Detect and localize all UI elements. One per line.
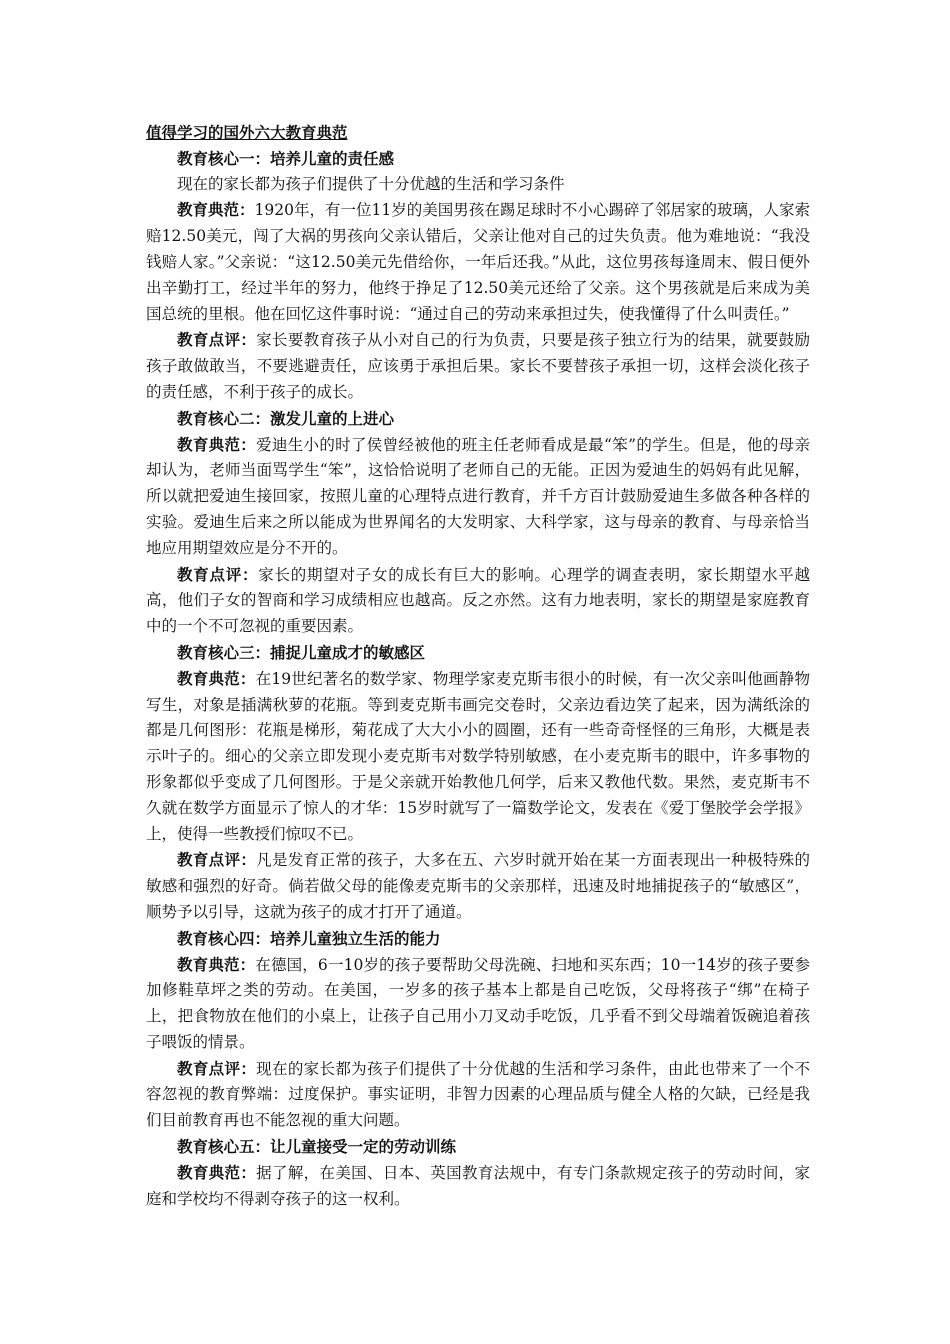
document-title: 值得学习的国外六大教育典范 (146, 123, 348, 142)
example-label: 教育典范： (177, 434, 257, 454)
comment-label: 教育点评： (177, 330, 257, 350)
comment-label: 教育点评： (177, 564, 259, 584)
comment-text: 现在的家长都为孩子们提供了十分优越的生活和学习条件，由此也带来了一个不容忽视的教育弊端：过度保护。事实证明，非智力因素的心理品质与健全人格的欠缺，已经是我们目前教育再也不能忽视的重大问题。 (146, 1059, 810, 1130)
section-example (146, 666, 810, 848)
example-label: 教育典范： (177, 1162, 257, 1182)
comment-label: 教育点评： (177, 1058, 257, 1078)
example-text: 在19世纪著名的数学家、物理学家麦克斯韦很小的时候，有一次父亲叫他画静物写生，对象是插满秋萝的花瓶。等到麦克斯韦画完交卷时，父亲边看边笑了起来，因为满纸涂的都是几何图形：花瓶是梯形，菊花成了大大小小的圆圈，还有一些奇奇怪怪的三角形，大概是表示叶子的。细心的父亲立即发现小麦克斯韦对数学特别敏感，在小麦克斯韦的眼中，许多事物的形象都似乎变成了几何图形。于是父亲就开始教他几何学，后来又教他代数。果然，麦克斯韦不久就在数学方面显示了惊人的才华：15岁时就写了一篇数学论文，发表在《爱丁堡胶学会学报》上，使得一些教授们惊叹不已。 (146, 669, 810, 843)
comment-text: 家长要教育孩子从小对自己的行为负责，只要是孩子独立行为的结果，就要鼓励孩子敢做敢当，不要逃避责任，应该勇于承担后果。家长不要替孩子承担一切，这样会淡化孩子的责任感，不利于孩子的成长。 (146, 331, 810, 401)
comment-label: 教育点评： (177, 850, 257, 870)
document-page (146, 120, 810, 1212)
example-label: 教育典范： (177, 954, 256, 974)
comment-text: 凡是发育正常的孩子，大多在五、六岁时就开始在某一方面表现出一种极特殊的敏感和强烈的好奇。倘若做父母的能像麦克斯韦的父亲那样，迅速及时地捕捉孩子的“敏感区”，顺势予以引导，这就为孩子的成才打开了通道。 (146, 851, 810, 921)
example-text: 在德国，6一10岁的孩子要帮助父母洗碗、扫地和买东西；10一14岁的孩子要参加修鞋草坪之类的劳动。在美国，一岁多的孩子基本上都是自己吃饭，父母将孩子“绑”在椅子上，把食物放在他们的小桌上，让孩子自己用小刀叉动手吃饭，几乎看不到父母端着饭碗追着孩子喂饭的情景。 (146, 955, 810, 1051)
example-text: 据了解，在美国、日本、英国教育法规中，有专门条款规定孩子的劳动时间，家庭和学校均不得剥夺孩子的这一权利。 (146, 1163, 810, 1208)
section-intro: 现在的家长都为孩子们提供了十分优越的生活和学习条件 (177, 174, 565, 193)
comment-text: 家长的期望对子女的成长有巨大的影响。心理学的调查表明，家长期望水平越高，他们子女的智商和学习成绩相应也越高。反之亦然。这有力地表明，家长的期望是家庭教育中的一个不可忽视的重要因素。 (146, 565, 810, 636)
section-comment (146, 1056, 810, 1134)
section-heading: 教育核心一：培养儿童的责任感 (177, 148, 395, 168)
section-heading: 教育核心二：激发儿童的上进心 (177, 408, 395, 428)
section-heading: 教育核心五：让儿童接受一定的劳动训练 (177, 1137, 457, 1157)
example-label: 教育典范： (177, 200, 255, 220)
section-example (146, 432, 810, 562)
section-example (146, 1160, 810, 1213)
section-heading: 教育核心三：捕捉儿童成才的敏感区 (177, 642, 426, 662)
section-comment (146, 562, 810, 640)
example-label: 教育典范： (177, 668, 256, 688)
section-example (146, 197, 810, 327)
example-text: 爱迪生小的时了侯曾经被他的班主任老师看成是最“笨”的学生。但是，他的母亲却认为，老师当面骂学生“笨”，这恰恰说明了老师自己的无能。正因为爱迪生的妈妈有此见解，所以就把爱迪生接回家，按照儿童的心理特点进行教育，并千方百计鼓励爱迪生多做各种各样的实验。爱迪生后来之所以能成为世界闻名的大发明家、大科学家，这与母亲的教育、与母亲恰当地应用期望效应是分不开的。 (146, 435, 810, 557)
section-comment (146, 847, 810, 925)
section-heading: 教育核心四：培养儿童独立生活的能力 (177, 928, 441, 948)
example-text: 1920年，有一位11岁的美国男孩在踢足球时不小心踢碎了邻居家的玻璃，人家索赔12.50美元，闯了大祸的男孩向父亲认错后，父亲让他对自己的过失负责。他为难地说：“我没钱赔人家。”父亲说：“这12.50美元先借给你，一年后还我。”从此，这位男孩每逢周末、假日便外出辛勤打工，经过半年的努力，他终于挣足了12.50美元还给了父亲。这个男孩就是后来成为美国总统的里根。他在回忆这件事时说：“通过自己的劳动来承担过失，使我懂得了什么叫责任。” (146, 201, 810, 323)
section-example (146, 952, 810, 1056)
section-comment (146, 327, 810, 405)
